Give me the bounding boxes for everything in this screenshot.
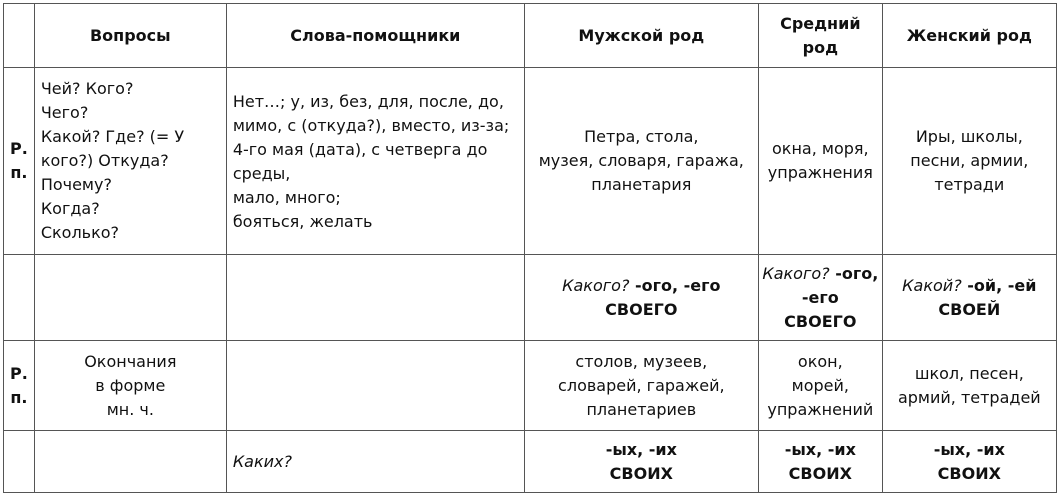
note-line: мн. ч.	[106, 399, 154, 419]
masculine-endings-cell	[524, 255, 758, 341]
endings-question: Какой?	[902, 275, 962, 295]
note-line: в форме	[95, 375, 166, 395]
possessive-pronoun: СВОЕГО	[605, 299, 678, 319]
endings-text: -ого,	[829, 263, 879, 283]
case-label	[4, 341, 35, 431]
feminine-cell	[882, 68, 1056, 255]
helpers-cell	[226, 68, 524, 255]
question-line: Сколько?	[40, 223, 120, 242]
table-row	[4, 431, 1057, 493]
table-row	[4, 255, 1057, 341]
possessive-pronoun: СВОИХ	[788, 463, 852, 483]
example-line: окон,	[797, 351, 843, 371]
endings-text: -ых, -их	[784, 439, 856, 459]
empty-cell	[4, 255, 35, 341]
empty-cell	[4, 431, 35, 493]
questions-cell	[34, 68, 226, 255]
header-helpers: Слова-помощники	[226, 4, 524, 68]
empty-cell	[226, 255, 524, 341]
example-line: музея, словаря, гаража,	[538, 151, 744, 170]
example-line: упражнения	[767, 163, 873, 182]
endings-line	[761, 262, 880, 286]
header-neuter	[758, 4, 882, 68]
possessive-pronoun: СВОИХ	[937, 463, 1001, 483]
case-label-line: Р.	[10, 139, 28, 158]
example-line: армий, тетрадей	[897, 387, 1041, 407]
table-row	[4, 68, 1057, 255]
helper-line: мало, много;	[232, 188, 341, 207]
neuter-plural-endings	[758, 431, 882, 493]
feminine-plural-cell	[882, 341, 1056, 431]
empty-cell	[34, 431, 226, 493]
question-line: Когда?	[40, 199, 100, 218]
helper-line: Нет…; у, из, без, для, после, до,	[232, 92, 504, 111]
feminine-endings-cell	[882, 255, 1056, 341]
example-line: столов, музеев,	[575, 351, 708, 371]
header-neuter-line: Средний	[780, 13, 861, 33]
header-questions: Вопросы	[34, 4, 226, 68]
plural-endings-note	[34, 341, 226, 431]
endings-line	[531, 274, 752, 298]
endings-text: -ого, -его	[629, 275, 721, 295]
endings-text: -его	[801, 287, 839, 307]
neuter-cell	[758, 68, 882, 255]
endings-text: -ых, -их	[605, 439, 677, 459]
possessive-pronoun: СВОИХ	[609, 463, 673, 483]
question-line: Какой? Где? (= У	[40, 127, 185, 146]
header-neuter-line: род	[802, 37, 838, 57]
masculine-cell	[524, 68, 758, 255]
endings-text: -ой, -ей	[961, 275, 1037, 295]
example-line: планетариев	[586, 399, 697, 419]
header-empty-cell	[4, 4, 35, 68]
example-line: Иры, школы,	[915, 127, 1023, 146]
neuter-endings-cell	[758, 255, 882, 341]
example-line: школ, песен,	[914, 363, 1024, 383]
endings-line	[889, 274, 1050, 298]
header-feminine: Женский род	[882, 4, 1056, 68]
possessive-pronoun: СВОЕЙ	[938, 299, 1001, 319]
example-line: упражнений	[767, 399, 874, 419]
helper-line: 4-го мая (дата), с четверга до	[232, 140, 488, 159]
feminine-plural-endings	[882, 431, 1056, 493]
possessive-pronoun: СВОЕГО	[784, 311, 857, 331]
neuter-plural-cell	[758, 341, 882, 431]
example-line: тетради	[934, 175, 1005, 194]
header-row	[4, 4, 1057, 68]
helper-line: бояться, желать	[232, 212, 373, 231]
masculine-plural-cell	[524, 341, 758, 431]
grammar-table	[3, 3, 1057, 493]
example-line: окна, моря,	[772, 139, 869, 158]
example-line: Петра, стола,	[584, 127, 699, 146]
case-label-line: Р.	[10, 363, 28, 383]
masculine-plural-endings	[524, 431, 758, 493]
case-label-line: п.	[10, 163, 28, 182]
question-line: Почему?	[40, 175, 112, 194]
endings-question: Какого?	[562, 275, 630, 295]
case-label-line: п.	[10, 387, 28, 407]
note-line: Окончания	[84, 351, 177, 371]
endings-question: Какого?	[762, 263, 830, 283]
plural-question: Каких?	[226, 431, 524, 493]
question-line: кого?) Откуда?	[40, 151, 169, 170]
case-label	[4, 68, 35, 255]
example-line: словарей, гаражей,	[558, 375, 725, 395]
helper-line: среды,	[232, 164, 291, 183]
example-line: планетария	[591, 175, 692, 194]
question-line: Чего?	[40, 103, 89, 122]
helper-line: мимо, с (откуда?), вместо, из-за;	[232, 116, 510, 135]
question-line: Чей? Кого?	[40, 79, 134, 98]
example-line: песни, армии,	[910, 151, 1029, 170]
endings-text: -ых, -их	[933, 439, 1005, 459]
header-masculine: Мужской род	[524, 4, 758, 68]
empty-cell	[226, 341, 524, 431]
table-row	[4, 341, 1057, 431]
empty-cell	[34, 255, 226, 341]
example-line: морей,	[791, 375, 849, 395]
